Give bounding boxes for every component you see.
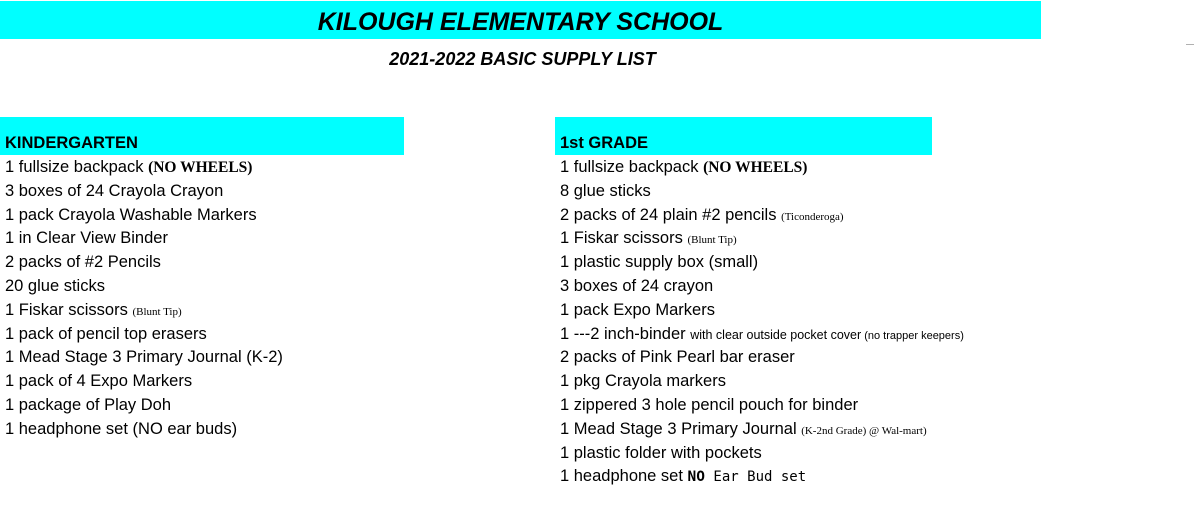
kindergarten-list: [0, 155, 404, 441]
list-item: [560, 298, 964, 322]
list-item: [560, 322, 964, 346]
kindergarten-heading: KINDERGARTEN: [5, 134, 138, 152]
item-text: 2 packs of #2 Pencils: [5, 253, 161, 272]
item-text: 1 pack Crayola Washable Markers: [5, 205, 257, 224]
list-item: [560, 369, 964, 393]
item-text: 1 package of Play Doh: [5, 395, 172, 414]
list-item: [5, 322, 404, 346]
item-text: 1 ---2 inch-binder: [560, 324, 691, 343]
list-item: [560, 250, 964, 274]
item-note: (Blunt Tip): [132, 305, 182, 318]
list-item: [5, 345, 404, 369]
list-item: [560, 345, 964, 369]
item-text: 1 plastic supply box (small): [560, 253, 759, 272]
list-item: [5, 369, 404, 393]
item-note: with clear outside pocket cover: [690, 327, 862, 342]
list-item: [5, 417, 404, 441]
item-note: (Blunt Tip): [687, 234, 737, 247]
list-item: [5, 155, 404, 179]
first-grade-list: [555, 155, 964, 488]
page-title: KILOUGH ELEMENTARY SCHOOL: [317, 8, 724, 36]
item-note: (NO WHEELS): [148, 159, 253, 176]
item-text: 2 packs of 24 plain #2 pencils: [560, 205, 782, 224]
item-text: 1 pack Expo Markers: [560, 300, 715, 319]
item-text: 1 headphone set (NO ear buds): [5, 419, 238, 438]
item-text: 1 Fiskar scissors: [560, 229, 688, 248]
item-text: 1 zippered 3 hole pencil pouch for binder: [560, 395, 859, 414]
item-text: 8 glue sticks: [560, 181, 651, 200]
item-note: (K-2nd Grade) @ Wal-mart): [801, 424, 927, 437]
item-text: 2 packs of Pink Pearl bar eraser: [560, 348, 795, 367]
item-text: 1 Mead Stage 3 Primary Journal: [560, 419, 802, 438]
item-text: 1 Fiskar scissors: [5, 300, 133, 319]
list-item: [560, 393, 964, 417]
list-item: [5, 393, 404, 417]
item-text: 1 fullsize backpack: [5, 158, 149, 176]
item-text: 1 plastic folder with pockets: [560, 443, 762, 462]
item-note-extra: (no trapper keepers): [861, 329, 964, 342]
list-item: [560, 155, 964, 179]
kindergarten-section: [0, 117, 404, 441]
item-text: 1 fullsize backpack: [560, 158, 704, 176]
list-item: [560, 179, 964, 203]
list-item: [560, 203, 964, 227]
item-text: 1 Mead Stage 3 Primary Journal (K-2): [5, 348, 283, 367]
first-grade-heading: 1st GRADE: [560, 134, 649, 152]
item-text: 1 pack of pencil top erasers: [5, 324, 207, 343]
item-text: 1 pack of 4 Expo Markers: [5, 372, 193, 391]
list-item: [5, 298, 404, 322]
list-item: [560, 464, 964, 488]
first-grade-section: [555, 117, 964, 488]
item-note: NO: [687, 469, 705, 486]
item-text: 3 boxes of 24 Crayola Crayon: [5, 181, 224, 200]
first-grade-header: [555, 117, 932, 155]
list-item: [5, 250, 404, 274]
item-text: 1 in Clear View Binder: [5, 229, 168, 248]
list-item: [560, 274, 964, 298]
edge-mark: [1186, 44, 1194, 45]
item-note: (NO WHEELS): [703, 159, 808, 176]
kindergarten-header: [0, 117, 404, 155]
item-text: 1 headphone set: [560, 467, 688, 486]
list-item: [560, 226, 964, 250]
item-text: 3 boxes of 24 crayon: [560, 276, 714, 295]
item-note: (Ticonderoga): [781, 210, 844, 223]
list-item: [560, 417, 964, 441]
item-note-extra: Ear Bud set: [705, 469, 807, 486]
page-subtitle: 2021-2022 BASIC SUPPLY LIST: [389, 49, 656, 69]
item-text: 20 glue sticks: [5, 276, 105, 295]
list-item: [5, 203, 404, 227]
list-item: [5, 179, 404, 203]
item-text: 1 pkg Crayola markers: [560, 372, 726, 391]
list-item: [5, 274, 404, 298]
list-item: [560, 441, 964, 465]
list-item: [5, 226, 404, 250]
